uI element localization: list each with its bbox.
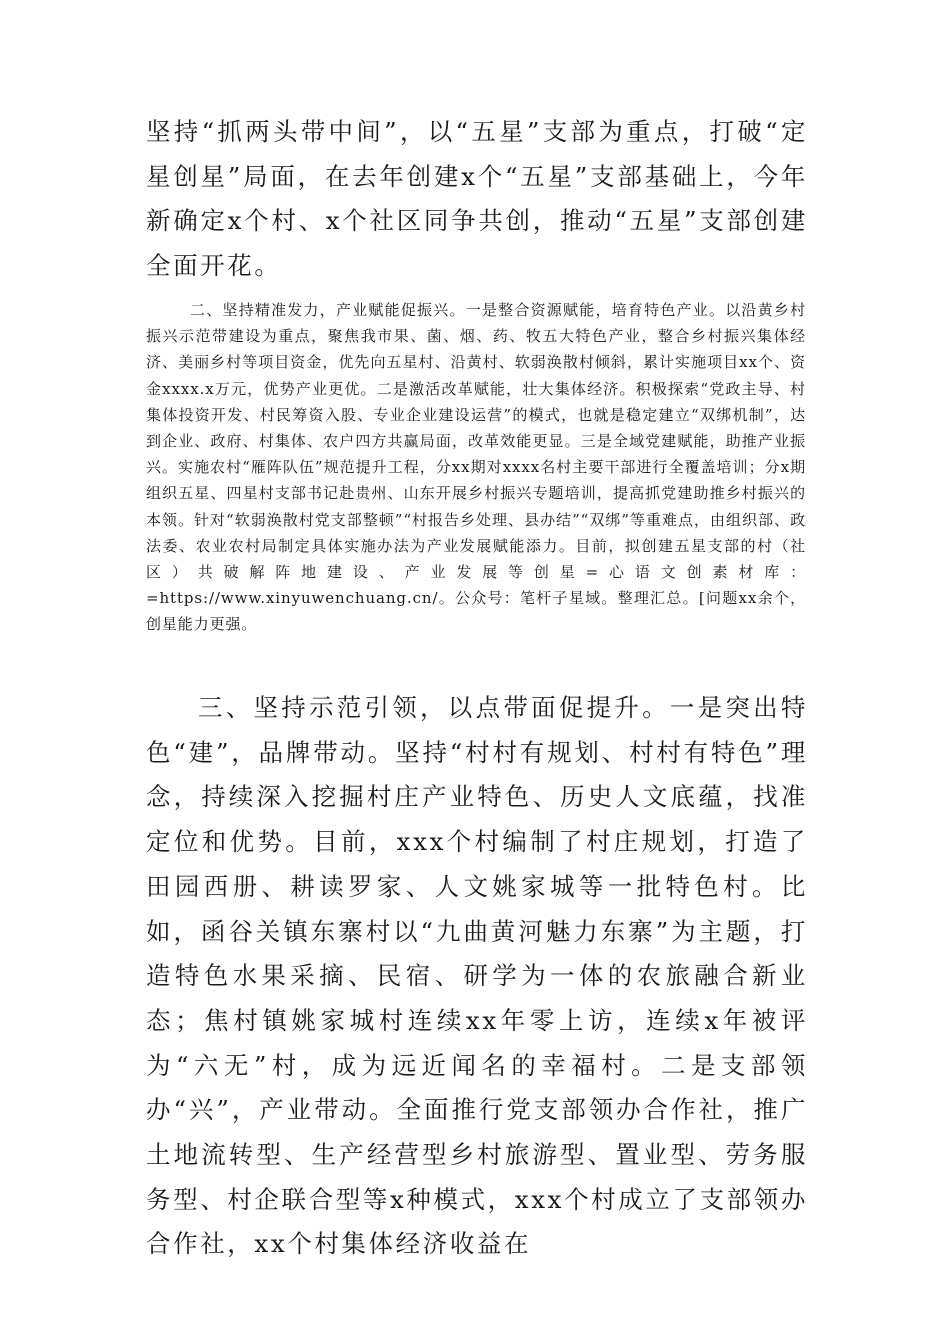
paragraph-five-star-branch: 坚持“抓两头带中间”，以“五星”支部为重点，打破“定星创星”局面，在去年创建x个“五星”支部基础上，今年新确定x个村、x个社区同争共创，推动“五星”支部创建全面开花。 <box>146 117 808 281</box>
paragraph-demonstration-lead: 三、坚持示范引领，以点带面促提升。一是突出特色“建”，品牌带动。坚持“村村有规划、村村有特色”理念，持续深入挖掘村庄产业特色、历史人文底蕴，找准定位和优势。目前，xxx个村编制了村庄规划，打造了田园西册、耕读罗家、人文姚家城等一批特色村。比如，函谷关镇东寨村以“九曲黄河魅力东寨”为主题，打造特色水果采摘、民宿、研学为一体的农旅融合新业态；焦村镇姚家城村连续xx年零上访，连续x年被评为“六无”村，成为远近闻名的幸福村。二是支部领办“兴”，产业带动。全面推行党支部领办合作社，推广土地流转型、生产经营型乡村旅游型、置业型、劳务服务型、村企联合型等x种模式，xxx个村成立了支部领办合作社，xx个村集体经济收益在 <box>146 693 808 1259</box>
paragraph-industry-empowerment: 二、坚持精准发力，产业赋能促振兴。一是整合资源赋能，培育特色产业。以沿黄乡村振兴示范带建设为重点，聚焦我市果、菌、烟、药、牧五大特色产业，整合乡村振兴集体经济、美丽乡村等项目资金，优先向五星村、沿黄村、软弱涣散村倾斜，累计实施项目xx个、资金xxxx.x万元，优势产业更优。二是激活改革赋能，壮大集体经济。积极探索“党政主导、村集体投资开发、村民筹资入股、专业企业建设运营”的模式，也就是稳定建立“双绑机制”，达到企业、政府、村集体、农户四方共赢局面，改革效能更显。三是全域党建赋能，助推产业振兴。实施农村“雁阵队伍”规范提升工程，分xx期对xxxx名村主要干部进行全覆盖培训；分x期组织五星、四星村支部书记赴贵州、山东开展乡村振兴专题培训，提高抓党建助推乡村振兴的本领。针对“软弱涣散村党支部整顿”“村报告乡处理、县办结”“双绑”等重难点，由组织部、政法委、农业农村局制定具体实施办法为产业发展赋能添力。目前，拟创建五星支部的村（社区）共破解阵地建设、产业发展等创星=心语文创素材库：=https://www.xinyuwenchuang.cn/。公众号：笔杆子星域。整理汇总。[问题xx余个，创星能力更强。 <box>146 301 806 634</box>
